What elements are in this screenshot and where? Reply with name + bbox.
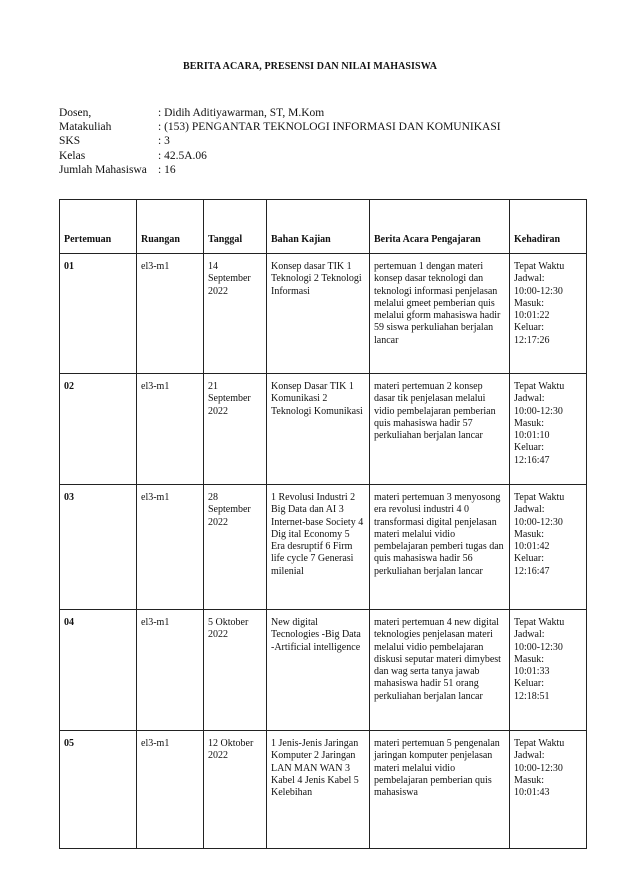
cell-tanggal: 12 Oktober 2022 xyxy=(204,731,267,849)
kehadiran-line: Keluar: xyxy=(514,442,544,454)
kehadiran-line: 12:16:47 xyxy=(514,454,550,466)
cell-berita-acara: materi pertemuan 2 konsep dasar tik penjelasan melalui vidio pembelajaran pemberian quis mahasiswa hadir 57 perkuliahan berjalan lancar xyxy=(370,374,510,485)
table-row xyxy=(60,610,587,731)
kehadiran-line: Keluar: xyxy=(514,553,544,565)
table-row xyxy=(60,485,587,610)
kehadiran-line: 10:01:42 xyxy=(514,541,550,553)
kehadiran-line: Keluar: xyxy=(514,322,544,334)
cell-ruangan: el3-m1 xyxy=(137,485,204,610)
kehadiran-line: Masuk: xyxy=(514,528,544,540)
header-ruangan: Ruangan xyxy=(137,200,204,254)
cell-kehadiran xyxy=(510,731,587,849)
cell-berita-acara: materi pertemuan 3 menyosong era revolusi industri 4 0 transformasi digital penjelasan materi melalui vidio pembelajaran pemberi tugas dan quis mahasiswa hadir 56 perkuliahan berjalan lancar xyxy=(370,485,510,610)
table-row xyxy=(60,374,587,485)
cell-bahan-kajian: 1 Revolusi Industri 2 Big Data dan AI 3 Internet-base Society 4 Dig ital Economy 5 Era desruptif 6 Firm life cycle 7 Generasi milenial xyxy=(267,485,370,610)
info-row-sks xyxy=(59,134,501,148)
kehadiran-line: 10:00-12:30 xyxy=(514,762,563,774)
table-header-row xyxy=(60,200,587,254)
cell-kehadiran xyxy=(510,610,587,731)
document-title: BERITA ACARA, PRESENSI DAN NILAI MAHASISWA xyxy=(182,61,438,72)
kehadiran-line: 12:17:26 xyxy=(514,334,550,346)
header-kehadiran: Kehadiran xyxy=(510,200,587,254)
cell-kehadiran xyxy=(510,374,587,485)
cell-kehadiran xyxy=(510,485,587,610)
info-label: Dosen, xyxy=(59,107,92,119)
kehadiran-line: Tepat Waktu xyxy=(514,492,565,503)
info-row-matakuliah xyxy=(59,120,501,134)
info-row-dosen xyxy=(59,106,501,120)
cell-bahan-kajian: Konsep dasar TIK 1 Teknologi 2 Teknologi Informasi xyxy=(267,254,370,374)
cell-tanggal: 14 September 2022 xyxy=(204,254,267,374)
info-value: : (153) PENGANTAR TEKNOLOGI INFORMASI DAN KOMUNIKASI xyxy=(158,121,501,134)
info-label: Jumlah Mahasiswa xyxy=(59,163,147,176)
kehadiran-line: 10:00-12:30 xyxy=(514,405,563,417)
kehadiran-line: Jadwal: xyxy=(514,273,545,285)
kehadiran-line: Masuk: xyxy=(514,297,544,309)
cell-berita-acara: materi pertemuan 4 new digital teknologies penjelasan materi melalui vidio pembelajaran diskusi seputar materi dimybest dan wag serta tanya jawab mahasiswa hadir 51 orang perkuliahan berjalan lancar xyxy=(370,610,510,731)
table-row xyxy=(60,254,587,374)
cell-bahan-kajian: Konsep Dasar TIK 1 Komunikasi 2 Teknologi Komunikasi xyxy=(267,374,370,485)
kehadiran-line: 10:00-12:30 xyxy=(514,641,563,653)
kehadiran-line: Tepat Waktu xyxy=(514,738,565,749)
header-berita-acara: Berita Acara Pengajaran xyxy=(370,200,510,254)
cell-pertemuan: 04 xyxy=(60,610,137,731)
cell-pertemuan: 05 xyxy=(60,731,137,849)
info-label: Matakuliah xyxy=(59,121,112,134)
course-info xyxy=(59,106,501,177)
kehadiran-line: Masuk: xyxy=(514,653,544,665)
attendance-table xyxy=(59,199,587,849)
info-value: : 16 xyxy=(158,163,176,176)
kehadiran-line: Masuk: xyxy=(514,417,544,429)
kehadiran-line: 10:01:33 xyxy=(514,666,550,678)
kehadiran-line: 12:18:51 xyxy=(514,690,550,702)
header-pertemuan: Pertemuan xyxy=(60,200,137,254)
kehadiran-line: Tepat Waktu xyxy=(514,381,565,392)
info-label: Kelas xyxy=(59,149,86,162)
info-value: : Didih Aditiyawarman, ST, M.Kom xyxy=(158,107,325,119)
cell-bahan-kajian: 1 Jenis-Jenis Jaringan Komputer 2 Jaringan LAN MAN WAN 3 Kabel 4 Jenis Kabel 5 Kelebihan xyxy=(267,731,370,849)
kehadiran-line: Jadwal: xyxy=(514,750,545,762)
header-bahan-kajian: Bahan Kajian xyxy=(267,200,370,254)
cell-kehadiran xyxy=(510,254,587,374)
kehadiran-line: 10:00-12:30 xyxy=(514,516,563,528)
kehadiran-line: Jadwal: xyxy=(514,504,545,516)
cell-tanggal: 28 September 2022 xyxy=(204,485,267,610)
cell-pertemuan: 03 xyxy=(60,485,137,610)
cell-ruangan: el3-m1 xyxy=(137,731,204,849)
kehadiran-line: Masuk: xyxy=(514,774,544,786)
kehadiran-line: 10:00-12:30 xyxy=(514,285,563,297)
cell-ruangan: el3-m1 xyxy=(137,610,204,731)
kehadiran-line: Tepat Waktu xyxy=(514,617,565,628)
header-tanggal: Tanggal xyxy=(204,200,267,254)
table-row xyxy=(60,731,587,849)
cell-ruangan: el3-m1 xyxy=(137,254,204,374)
info-row-jumlah-mahasiswa xyxy=(59,163,501,177)
kehadiran-line: 12:16:47 xyxy=(514,565,550,577)
kehadiran-line: Jadwal: xyxy=(514,629,545,641)
kehadiran-line: Keluar: xyxy=(514,678,544,690)
cell-pertemuan: 02 xyxy=(60,374,137,485)
cell-berita-acara: materi pertemuan 5 pengenalan jaringan komputer penjelasan materi melalui vidio pembelajaran pemberian quis mahasiswa xyxy=(370,731,510,849)
cell-ruangan: el3-m1 xyxy=(137,374,204,485)
info-value: : 42.5A.06 xyxy=(158,149,207,162)
kehadiran-line: 10:01:22 xyxy=(514,310,550,322)
cell-berita-acara: pertemuan 1 dengan materi konsep dasar teknologi dan teknologi informasi penjelasan melalui gmeet pemberian quis melalui gform mahasiswa hadir 59 siswa perkuliahan berjalan lancar xyxy=(370,254,510,374)
info-row-kelas xyxy=(59,149,501,163)
info-value: : 3 xyxy=(158,135,170,148)
info-label: SKS xyxy=(59,135,81,148)
kehadiran-line: 10:01:43 xyxy=(514,787,550,799)
cell-bahan-kajian: New digital Tecnologies -Big Data -Artificial intelligence xyxy=(267,610,370,731)
kehadiran-line: 10:01:10 xyxy=(514,430,550,442)
kehadiran-line: Tepat Waktu xyxy=(514,261,565,272)
cell-tanggal: 5 Oktober 2022 xyxy=(204,610,267,731)
cell-tanggal: 21 September 2022 xyxy=(204,374,267,485)
cell-pertemuan: 01 xyxy=(60,254,137,374)
kehadiran-line: Jadwal: xyxy=(514,393,545,405)
